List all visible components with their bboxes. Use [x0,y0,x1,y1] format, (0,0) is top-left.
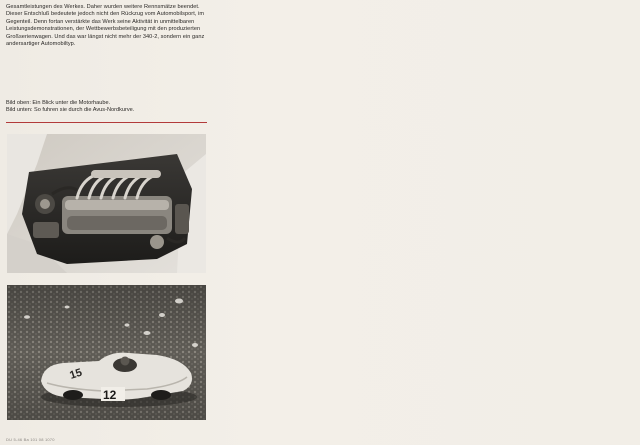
photo-captions [6,100,211,115]
body-text [6,4,211,48]
body-paragraph-2: Dieser Entschluß bedeutete jedoch nicht den Rückzug vom Automobilsport, im Gegenteil. Denn fortan verstärkte das Werk seine Aktivität in unmittelbaren Leistungsdemonstrationen, der Wettbewerbsbeteiligung mit den produzierten Großserienwagen. Und das war längst nicht mehr der 340-2, sondern ein ganz andersartiger Automobiltyp. [6,11,205,48]
engine-photo [7,134,206,273]
race-car-photo [7,285,206,420]
race-car-photo-image [7,285,206,420]
caption-bottom: Bild unten: So fuhren sie durch die Avus-Nordkurve. [6,107,135,114]
engine-photo-image [7,134,206,273]
caption-top: Bild oben: Ein Blick unter die Motorhaube. [6,100,111,106]
car-number-side: 12 [103,388,117,402]
print-code: DU 5-46 Ba 101 08 1070 [6,437,55,442]
car-number-bonnet: 15 [68,366,84,382]
red-divider-rule [6,122,207,123]
body-paragraph-1: Gesamtleistungen des Werkes. Daher wurden weitere Rennsmätze beendet. [6,4,200,10]
